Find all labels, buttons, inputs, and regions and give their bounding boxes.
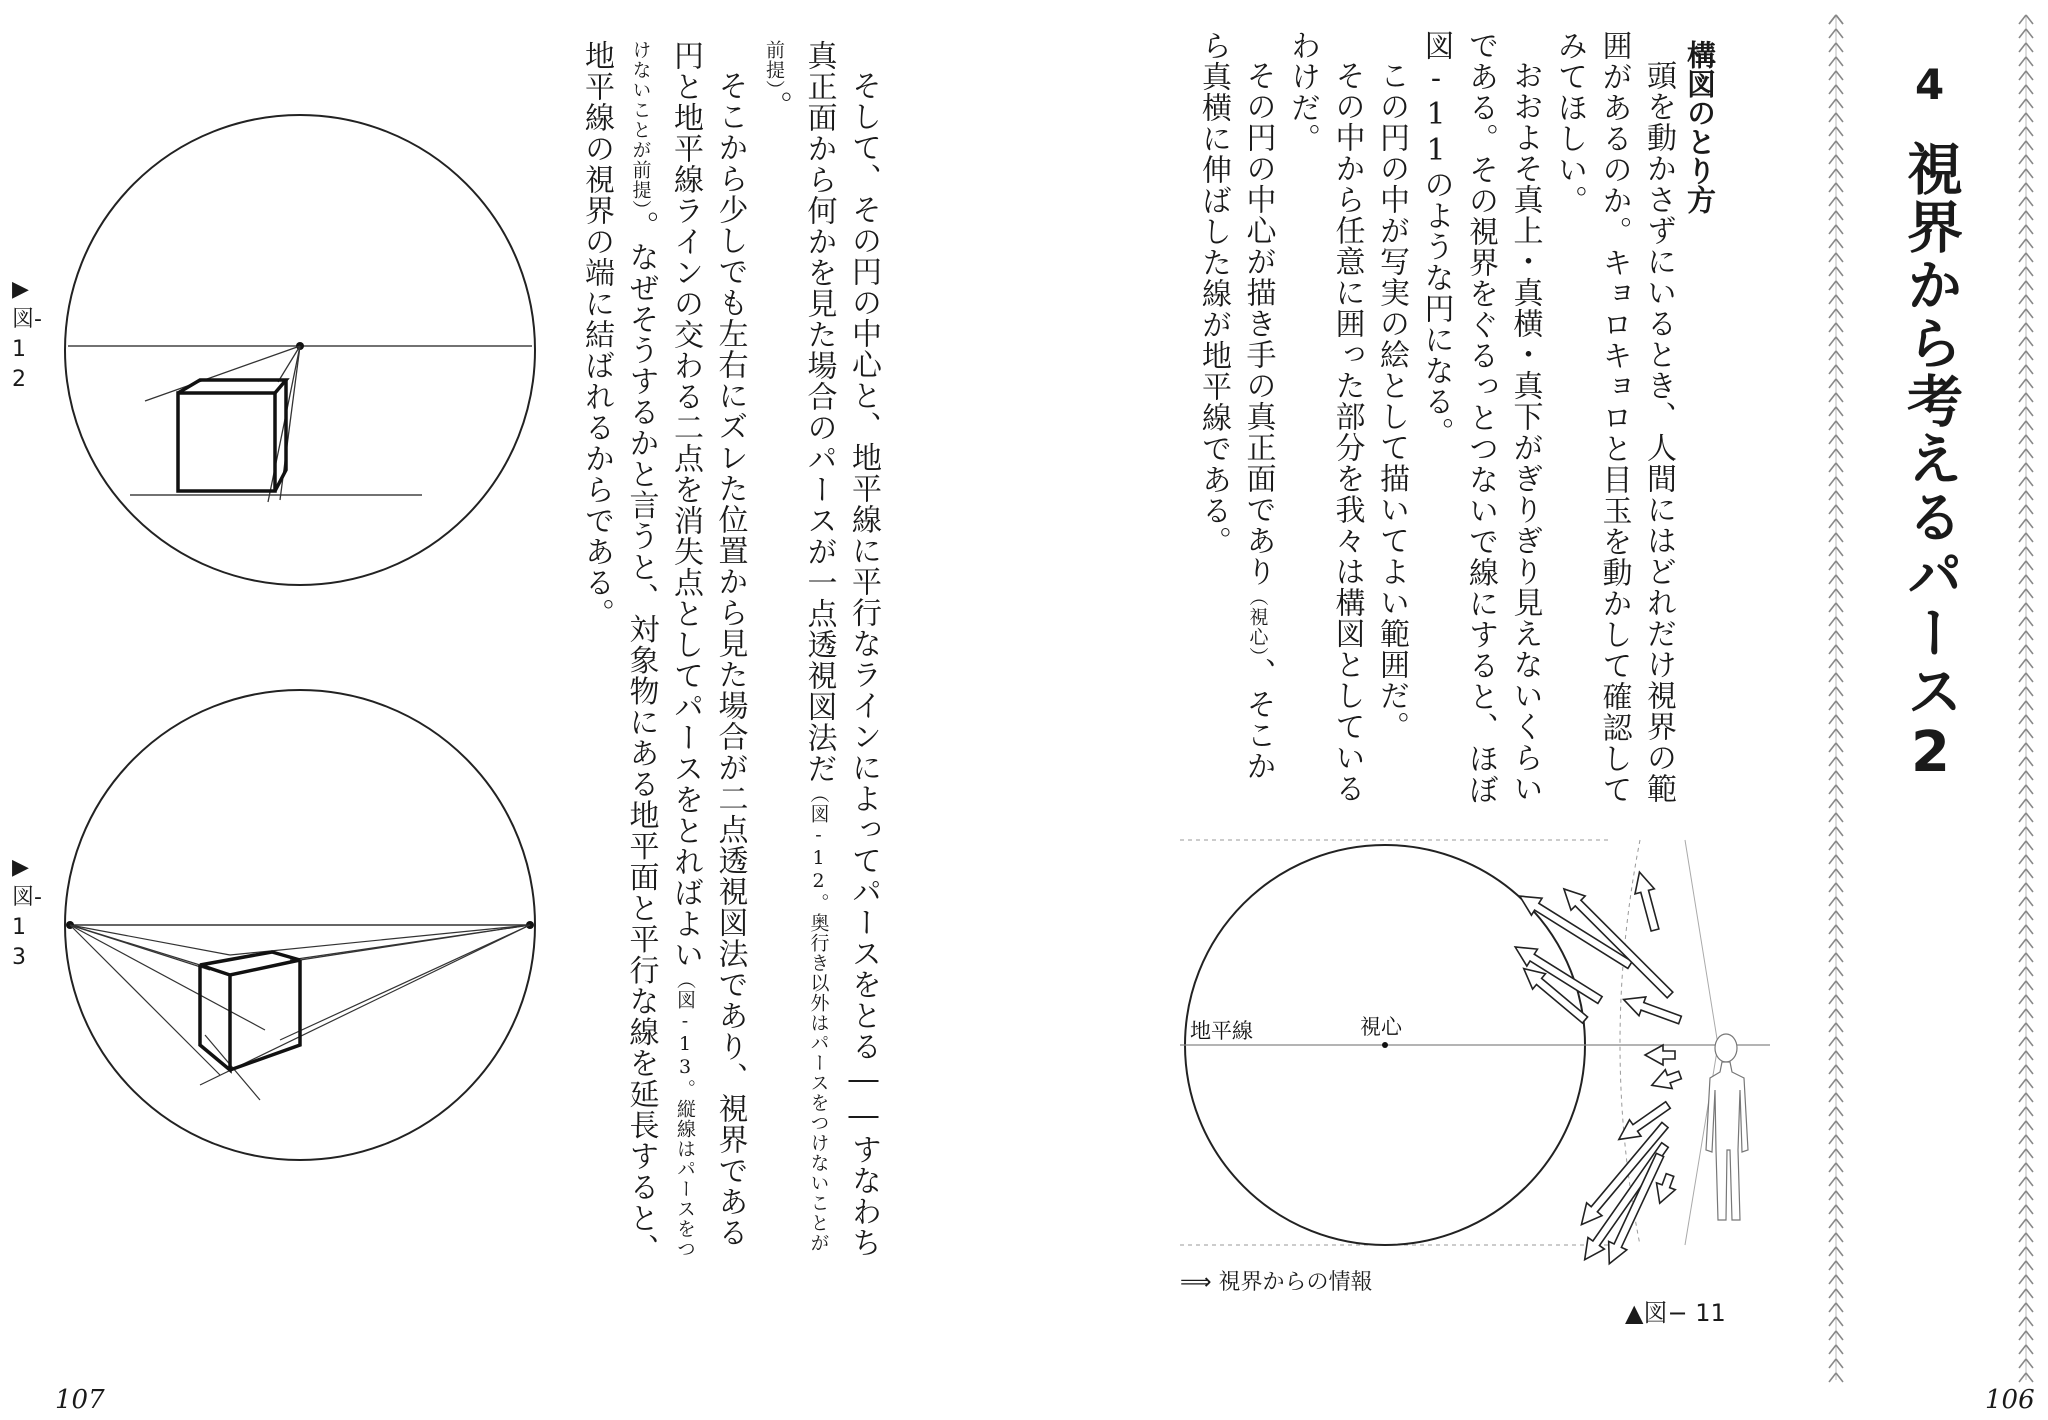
- chapter-number: 4: [1915, 60, 1945, 109]
- right-page-body: [1196, 30, 1680, 810]
- page-number-right: 106: [1985, 1385, 2035, 1415]
- fig13-cube: [200, 952, 300, 1070]
- left-paragraph-1-text-b: 。: [757, 90, 792, 122]
- horizon-label: 地平線: [1190, 1020, 1253, 1043]
- paragraph-5: [1191, 30, 1280, 810]
- left-page-body: [579, 40, 885, 1270]
- left-paragraph-2-text-b: 。なぜそうするかと言うと、対象物にある地平面と平行な線を延長すると、地平線の視界の端に結ばれるからである。: [579, 40, 659, 1265]
- figure-12-one-point-perspective: [50, 110, 550, 610]
- figure-11-legend: ⟹ 視界からの情報: [1180, 1270, 1373, 1295]
- center-label: 視心: [1360, 1016, 1402, 1039]
- vine-border-right: [2014, 15, 2038, 1380]
- vine-border-left: [1824, 15, 1848, 1380]
- section-heading: 構図のとり方: [1683, 40, 1717, 214]
- left-paragraph-2-note: （図‐13。縦線はパースをつけないことが前提）: [629, 40, 696, 1259]
- left-paragraph-1: [752, 40, 886, 1270]
- paragraph-1: 頭を動かさずにいるとき、人間にはどれだけ視界の範囲があるのか。キョロキョロと目玉を動かして確認してみてほしい。: [1552, 30, 1676, 805]
- fig12-cube: [178, 380, 286, 491]
- center-point: [1382, 1042, 1388, 1048]
- left-paragraph-1-note: （図‐12。奥行き以外はパースをつけないことが前提）: [763, 40, 830, 1253]
- left-paragraph-1-text-a: そして、その円の中心と、地平線に平行なラインによってパースをとる――すなわち真正面から何かを見た場合のパースが一点透視図法だ: [801, 40, 881, 1258]
- chapter-title: 視界から考えるパース2: [1898, 140, 1963, 787]
- left-paragraph-2-text-a: そこから少しでも左右にズレた位置から見た場合が二点透視図法であり、視界である円と地平線ラインの交わる二点を消失点としてパースをとればよい: [668, 40, 748, 1248]
- figure-11-caption: ▲図− 11: [1625, 1299, 1726, 1327]
- paragraph-5-text-b: 、そこから真横に伸ばした線が地平線である。: [1196, 30, 1276, 782]
- figure-12-label: ▶図‐12: [12, 277, 42, 392]
- figure-13-two-point-perspective: [50, 670, 550, 1170]
- paragraph-5-note: （視心）: [1246, 587, 1269, 658]
- figure-13-label: ▶図‐13: [12, 855, 42, 970]
- page-number-left: 107: [55, 1385, 105, 1415]
- vision-arrows: [1510, 869, 1684, 1268]
- paragraph-2: おおよそ真上・真横・真下がぎりぎり見えないくらいである。その視界をぐるっとつないで線にすると、ほぼ図‐11のような円になる。: [1418, 30, 1543, 805]
- figure-11-field-of-view: [1170, 820, 1780, 1280]
- paragraph-4: その中から任意に囲った部分を我々は構図としているわけだ。: [1285, 30, 1365, 804]
- left-paragraph-2: [574, 40, 752, 1270]
- person-figure: [1706, 1034, 1748, 1220]
- paragraph-3: この円の中が写実の絵として描いてよい範囲だ。: [1374, 60, 1409, 742]
- paragraph-5-text-a: その円の中心が描き手の真正面であり: [1240, 60, 1276, 587]
